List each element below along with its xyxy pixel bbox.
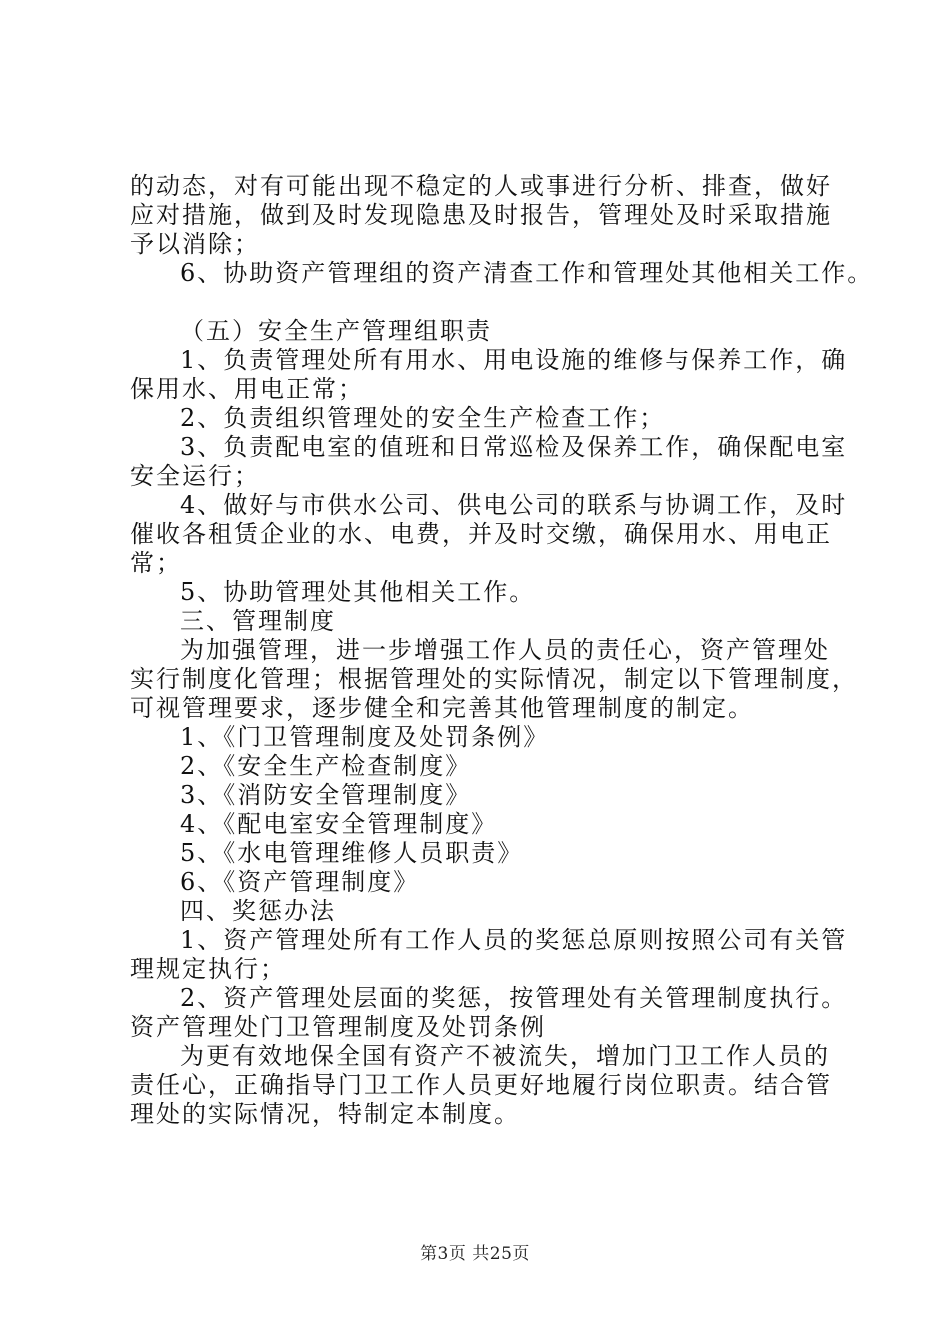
- text-line: 2、《安全生产检查制度》: [180, 752, 472, 780]
- text-line: 实行制度化管理；根据管理处的实际情况，制定以下管理制度，: [130, 665, 858, 693]
- paragraph: [130, 404, 842, 433]
- paragraph: [130, 578, 842, 607]
- text-line: 2、负责组织管理处的安全生产检查工作；: [180, 404, 666, 432]
- list-item: [130, 752, 842, 781]
- text-line: 1、资产管理处所有工作人员的奖惩总原则按照公司有关管: [180, 926, 848, 954]
- text-line: 3、《消防安全管理制度》: [180, 781, 472, 809]
- section-heading: [130, 317, 842, 346]
- list-item: [130, 868, 842, 897]
- section-heading: [130, 897, 842, 926]
- section-heading: [130, 607, 842, 636]
- text-line: 保用水、用电正常；: [130, 375, 364, 403]
- list-item: [130, 723, 842, 752]
- paragraph: [130, 1042, 842, 1129]
- page-number: 第3页 共25页: [420, 1244, 530, 1264]
- list-item: [130, 810, 842, 839]
- text-line: 理处的实际情况，特制定本制度。: [130, 1100, 520, 1128]
- text-line: 理规定执行；: [130, 955, 286, 983]
- text-line: 4、《配电室安全管理制度》: [180, 810, 498, 838]
- text-line: 安全运行；: [130, 462, 260, 490]
- text-line: 为更有效地保全国有资产不被流失，增加门卫工作人员的: [180, 1042, 830, 1070]
- paragraph: [130, 172, 842, 259]
- text-line: 6、《资产管理制度》: [180, 868, 420, 896]
- paragraph: [130, 491, 848, 578]
- document-body: [130, 172, 874, 1129]
- text-line: 四、奖惩办法: [180, 897, 336, 925]
- text-line: 1、负责管理处所有用水、用电设施的维修与保养工作，确: [180, 346, 848, 374]
- blank-line: [130, 288, 842, 317]
- text-line: 6、协助资产管理组的资产清查工作和管理处其他相关工作。: [180, 259, 874, 287]
- text-line: 三、管理制度: [180, 607, 336, 635]
- text-line: 催收各租赁企业的水、电费，并及时交缴，确保用水、用电正: [130, 520, 832, 548]
- list-item: [130, 781, 842, 810]
- document-title: [130, 1013, 842, 1042]
- paragraph: [130, 984, 848, 1013]
- text-line: 的动态，对有可能出现不稳定的人或事进行分析、排查，做好: [130, 172, 832, 200]
- paragraph: [130, 636, 858, 723]
- text-line: 1、《门卫管理制度及处罚条例》: [180, 723, 550, 751]
- text-line: 常；: [130, 549, 182, 577]
- paragraph: [130, 259, 874, 288]
- text-line: （五）安全生产管理组职责: [180, 317, 492, 345]
- text-line: 5、《水电管理维修人员职责》: [180, 839, 524, 867]
- text-line: 4、做好与市供水公司、供电公司的联系与协调工作，及时: [180, 491, 848, 519]
- text-line: 资产管理处门卫管理制度及处罚条例: [130, 1013, 546, 1041]
- text-line: 为加强管理，进一步增强工作人员的责任心，资产管理处: [180, 636, 830, 664]
- text-line: 予以消除；: [130, 230, 260, 258]
- text-line: 应对措施，做到及时发现隐患及时报告，管理处及时采取措施: [130, 201, 832, 229]
- text-line: 3、负责配电室的值班和日常巡检及保养工作，确保配电室: [180, 433, 848, 461]
- text-line: 可视管理要求，逐步健全和完善其他管理制度的制定。: [130, 694, 754, 722]
- text-line: 责任心，正确指导门卫工作人员更好地履行岗位职责。结合管: [130, 1071, 832, 1099]
- text-line: 5、协助管理处其他相关工作。: [180, 578, 536, 606]
- text-line: 2、资产管理处层面的奖惩，按管理处有关管理制度执行。: [180, 984, 848, 1012]
- paragraph: [130, 926, 848, 984]
- list-item: [130, 839, 842, 868]
- paragraph: [130, 433, 848, 491]
- paragraph: [130, 346, 848, 404]
